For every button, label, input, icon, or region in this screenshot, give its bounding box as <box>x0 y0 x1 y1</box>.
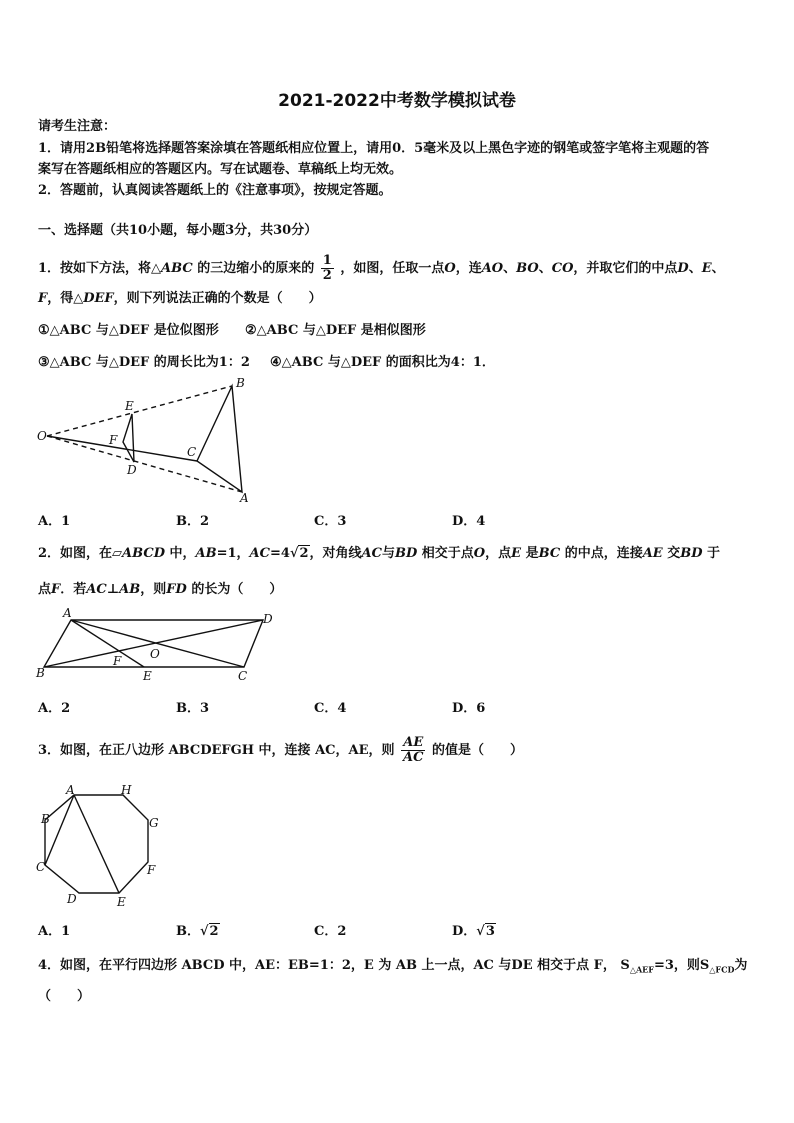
q1-line-ob <box>47 386 232 436</box>
q2-option-d[interactable]: D．6 <box>452 701 486 716</box>
q1-line-1: 1．按如下方法，将△ABC 的三边缩小的原来的 $\frac{1}{2}$ ，如图，任取一点O，连AO、BO、CO，并取它们的中点D、E、 <box>38 253 725 283</box>
q2-option-a[interactable]: A．2 <box>38 701 71 716</box>
q1-line-oc <box>47 436 197 461</box>
notice-heading: 请考生注意： <box>38 119 117 134</box>
q1-label-c: C <box>187 445 197 459</box>
q1-statement-2: ②△ABC 与△DEF 是相似图形 <box>245 323 426 338</box>
section-heading: 一、选择题（共10小题，每小题3分，共30分） <box>38 223 318 238</box>
notice-line-1b: 案写在答题纸相应的答题区内。写在试题卷、草稿纸上均无效。 <box>38 162 403 177</box>
q2-label-a: A <box>63 606 72 620</box>
q3-option-b[interactable]: B．√2 <box>176 924 219 939</box>
q3-figure <box>30 780 170 910</box>
q1-option-a[interactable]: A．1 <box>38 514 71 529</box>
q3-option-b-sqrt: √2 <box>200 924 219 939</box>
q1-label-b: B <box>236 376 245 390</box>
q3-option-d[interactable]: D．√3 <box>452 924 495 939</box>
q1-option-b[interactable]: B．2 <box>176 514 210 529</box>
q1-line-2: F，得△DEF，则下列说法正确的个数是（ ） <box>38 291 322 306</box>
q2-segment-ae <box>71 620 144 667</box>
q3-option-c[interactable]: C．2 <box>314 924 347 939</box>
q3-label-f: F <box>147 863 156 877</box>
q1-figure <box>30 372 270 502</box>
q1-label-o: O <box>37 429 47 443</box>
q3-label-d: D <box>67 892 77 906</box>
q2-line-2: 点F．若AC⊥AB，则FD 的长为（ ） <box>38 582 283 597</box>
q3-label-g: G <box>149 816 159 830</box>
q1-triangle-abc <box>197 386 242 492</box>
q3-label-h: H <box>121 783 132 797</box>
notice-line-2: 2．答题前，认真阅读答题纸上的《注意事项》，按规定答题。 <box>38 183 392 198</box>
q3-label-e: E <box>117 895 126 909</box>
q3-fraction: $\frac{AE}{AC}$ <box>403 735 424 765</box>
q1-label-f: F <box>109 433 118 447</box>
q2-label-c: C <box>238 669 248 683</box>
q2-line-1: 2．如图，在▱ABCD 中，AB=1，AC=4√2，对角线AC与BD 相交于点O，点E 是BC 的中点，连接AE 交BD 于 <box>38 546 721 561</box>
q3-label-c: C <box>36 860 46 874</box>
q2-label-b: B <box>36 666 45 680</box>
page-title: 2021-2022中考数学模拟试卷 <box>278 91 516 111</box>
q1-label-d: D <box>127 463 137 477</box>
q1-statement-3: ③△ABC 与△DEF 的周长比为1：2 <box>38 355 250 370</box>
q4-line-2: （ ） <box>38 989 91 1004</box>
q1-triangle-def <box>123 414 134 462</box>
q1-fraction: $\frac{1}{2}$ <box>322 253 332 283</box>
q1-label-a: A <box>240 491 249 502</box>
q1-statement-4: ④△ABC 与△DEF 的面积比为4：1． <box>270 355 495 370</box>
q4-line-1: 4．如图，在平行四边形 ABCD 中，AE：EB=1：2，E 为 AB 上一点，AC 与DE 相交于点 F， $S_{\triangle AEF}=3$，则$S_{\triangle FCD}$为 <box>38 958 748 975</box>
q2-figure <box>30 605 280 685</box>
q3-line-1: 3．如图，在正八边形 ABCDEFGH 中，连接 AC，AE，则 $\frac{AE}{AC}$ 的值是（ ） <box>38 735 524 765</box>
q2-sqrt: √2 <box>289 546 309 561</box>
q1-statement-1: ①△ABC 与△DEF 是位似图形 <box>38 323 219 338</box>
q3-label-a: A <box>66 783 75 797</box>
q2-label-f: F <box>113 654 122 668</box>
q2-label-d: D <box>263 612 273 626</box>
q3-option-d-sqrt: √3 <box>476 924 495 939</box>
q1-option-d[interactable]: D．4 <box>452 514 486 529</box>
q3-option-a[interactable]: A．1 <box>38 924 71 939</box>
q3-segment-ae <box>74 795 119 893</box>
q1-label-e: E <box>125 399 134 413</box>
notice-line-1a: 1．请用2B铅笔将选择题答案涂填在答题纸相应位置上，请用0．5毫米及以上黑色字迹的钢笔或签字笔将主观题的答 <box>38 141 710 156</box>
q1-option-c[interactable]: C．3 <box>314 514 347 529</box>
q1-line-oa <box>47 436 242 492</box>
q2-option-c[interactable]: C．4 <box>314 701 347 716</box>
q2-option-b[interactable]: B．3 <box>176 701 210 716</box>
q2-label-e: E <box>143 669 152 683</box>
q2-label-o: O <box>150 647 160 661</box>
q3-label-b: B <box>41 812 50 826</box>
q3-segment-ac <box>45 795 74 865</box>
